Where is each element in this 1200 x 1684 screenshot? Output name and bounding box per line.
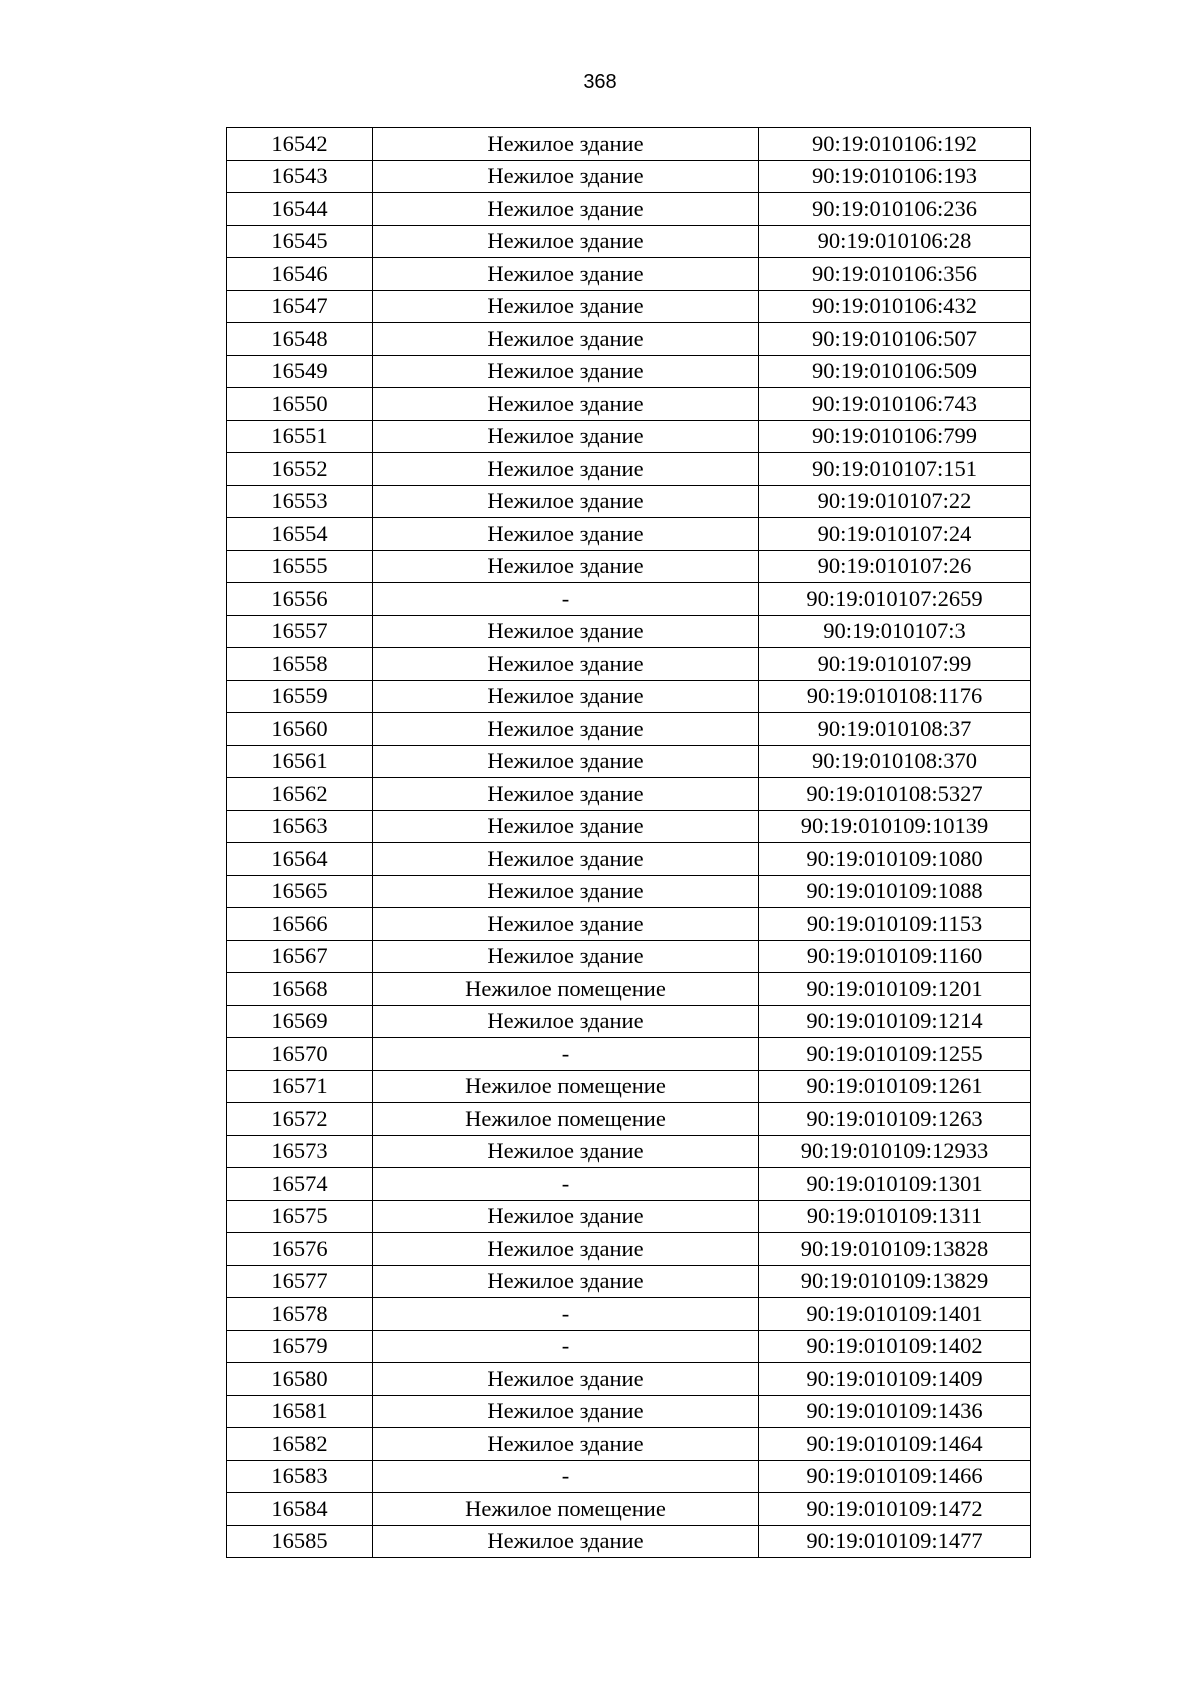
- row-number-cell: 16542: [227, 128, 373, 161]
- cadastral-number-cell: 90:19:010106:799: [759, 420, 1031, 453]
- object-type-cell: Нежилое здание: [373, 128, 759, 161]
- cadastral-number-cell: 90:19:010109:1466: [759, 1460, 1031, 1493]
- table-row: [227, 258, 1031, 291]
- object-type-cell: Нежилое здание: [373, 1363, 759, 1396]
- object-type-cell: Нежилое здание: [373, 1233, 759, 1266]
- row-number-cell: 16548: [227, 323, 373, 356]
- table-row: [227, 843, 1031, 876]
- object-type-cell: Нежилое здание: [373, 778, 759, 811]
- cadastral-number-cell: 90:19:010107:151: [759, 453, 1031, 486]
- object-type-cell: Нежилое здание: [373, 1525, 759, 1558]
- cadastral-number-cell: 90:19:010107:99: [759, 648, 1031, 681]
- cadastral-number-cell: 90:19:010109:1201: [759, 973, 1031, 1006]
- table-row: [227, 1330, 1031, 1363]
- table-row: [227, 1103, 1031, 1136]
- row-number-cell: 16585: [227, 1525, 373, 1558]
- table-row: [227, 485, 1031, 518]
- object-type-cell: Нежилое здание: [373, 810, 759, 843]
- row-number-cell: 16556: [227, 583, 373, 616]
- table-row: [227, 355, 1031, 388]
- table-row: [227, 778, 1031, 811]
- row-number-cell: 16573: [227, 1135, 373, 1168]
- table-row: [227, 1460, 1031, 1493]
- cadastral-number-cell: 90:19:010109:1401: [759, 1298, 1031, 1331]
- cadastral-number-cell: 90:19:010109:1255: [759, 1038, 1031, 1071]
- object-type-cell: Нежилое здание: [373, 550, 759, 583]
- cadastral-number-cell: 90:19:010106:356: [759, 258, 1031, 291]
- table-row: [227, 193, 1031, 226]
- cadastral-number-cell: 90:19:010109:1436: [759, 1395, 1031, 1428]
- table-row: [227, 875, 1031, 908]
- cadastral-number-cell: 90:19:010109:1153: [759, 908, 1031, 941]
- table-row: [227, 745, 1031, 778]
- row-number-cell: 16583: [227, 1460, 373, 1493]
- row-number-cell: 16575: [227, 1200, 373, 1233]
- cadastral-number-cell: 90:19:010107:2659: [759, 583, 1031, 616]
- row-number-cell: 16550: [227, 388, 373, 421]
- object-type-cell: Нежилое здание: [373, 453, 759, 486]
- table-row: [227, 680, 1031, 713]
- table-row: [227, 973, 1031, 1006]
- cadastral-number-cell: 90:19:010109:1160: [759, 940, 1031, 973]
- table-row: [227, 518, 1031, 551]
- table-row: [227, 323, 1031, 356]
- row-number-cell: 16545: [227, 225, 373, 258]
- table-row: [227, 420, 1031, 453]
- cadastral-number-cell: 90:19:010109:1088: [759, 875, 1031, 908]
- table-row: [227, 1428, 1031, 1461]
- object-type-cell: Нежилое здание: [373, 290, 759, 323]
- cadastral-number-cell: 90:19:010106:743: [759, 388, 1031, 421]
- row-number-cell: 16549: [227, 355, 373, 388]
- row-number-cell: 16560: [227, 713, 373, 746]
- table-row: [227, 388, 1031, 421]
- row-number-cell: 16577: [227, 1265, 373, 1298]
- cadastral-number-cell: 90:19:010109:1409: [759, 1363, 1031, 1396]
- cadastral-number-cell: 90:19:010108:370: [759, 745, 1031, 778]
- table-row: [227, 1168, 1031, 1201]
- object-type-cell: Нежилое здание: [373, 1395, 759, 1428]
- cadastral-number-cell: 90:19:010109:12933: [759, 1135, 1031, 1168]
- row-number-cell: 16544: [227, 193, 373, 226]
- object-type-cell: Нежилое здание: [373, 1265, 759, 1298]
- object-type-cell: -: [373, 1298, 759, 1331]
- row-number-cell: 16582: [227, 1428, 373, 1461]
- row-number-cell: 16558: [227, 648, 373, 681]
- object-type-cell: Нежилое здание: [373, 745, 759, 778]
- cadastral-number-cell: 90:19:010108:37: [759, 713, 1031, 746]
- object-type-cell: Нежилое здание: [373, 355, 759, 388]
- object-type-cell: Нежилое помещение: [373, 1070, 759, 1103]
- table-row: [227, 1135, 1031, 1168]
- row-number-cell: 16543: [227, 160, 373, 193]
- row-number-cell: 16547: [227, 290, 373, 323]
- row-number-cell: 16578: [227, 1298, 373, 1331]
- object-type-cell: Нежилое здание: [373, 680, 759, 713]
- object-type-cell: Нежилое здание: [373, 615, 759, 648]
- cadastral-number-cell: 90:19:010109:1214: [759, 1005, 1031, 1038]
- row-number-cell: 16561: [227, 745, 373, 778]
- object-type-cell: Нежилое здание: [373, 1135, 759, 1168]
- cadastral-number-cell: 90:19:010107:24: [759, 518, 1031, 551]
- object-type-cell: Нежилое помещение: [373, 973, 759, 1006]
- table-row: [227, 160, 1031, 193]
- table-row: [227, 1038, 1031, 1071]
- row-number-cell: 16566: [227, 908, 373, 941]
- object-type-cell: -: [373, 1168, 759, 1201]
- row-number-cell: 16572: [227, 1103, 373, 1136]
- cadastral-number-cell: 90:19:010106:193: [759, 160, 1031, 193]
- cadastral-number-cell: 90:19:010109:13828: [759, 1233, 1031, 1266]
- row-number-cell: 16571: [227, 1070, 373, 1103]
- object-type-cell: Нежилое здание: [373, 908, 759, 941]
- row-number-cell: 16563: [227, 810, 373, 843]
- object-type-cell: Нежилое помещение: [373, 1493, 759, 1526]
- cadastral-number-cell: 90:19:010106:507: [759, 323, 1031, 356]
- row-number-cell: 16565: [227, 875, 373, 908]
- row-number-cell: 16551: [227, 420, 373, 453]
- table-body: [227, 128, 1031, 1558]
- object-type-cell: Нежилое здание: [373, 323, 759, 356]
- object-type-cell: Нежилое здание: [373, 648, 759, 681]
- object-type-cell: -: [373, 1038, 759, 1071]
- object-type-cell: Нежилое здание: [373, 225, 759, 258]
- table-row: [227, 615, 1031, 648]
- cadastral-number-cell: 90:19:010109:10139: [759, 810, 1031, 843]
- table-row: [227, 550, 1031, 583]
- object-type-cell: Нежилое здание: [373, 1428, 759, 1461]
- cadastral-number-cell: 90:19:010106:432: [759, 290, 1031, 323]
- table-row: [227, 1298, 1031, 1331]
- object-type-cell: Нежилое здание: [373, 518, 759, 551]
- cadastral-number-cell: 90:19:010109:1080: [759, 843, 1031, 876]
- cadastral-number-cell: 90:19:010106:236: [759, 193, 1031, 226]
- table-row: [227, 1493, 1031, 1526]
- table-row: [227, 1070, 1031, 1103]
- object-type-cell: Нежилое здание: [373, 388, 759, 421]
- row-number-cell: 16569: [227, 1005, 373, 1038]
- table-row: [227, 1005, 1031, 1038]
- object-type-cell: -: [373, 1330, 759, 1363]
- cadastral-number-cell: 90:19:010106:28: [759, 225, 1031, 258]
- table-row: [227, 940, 1031, 973]
- table-row: [227, 1200, 1031, 1233]
- object-type-cell: -: [373, 583, 759, 616]
- row-number-cell: 16568: [227, 973, 373, 1006]
- cadastral-number-cell: 90:19:010108:1176: [759, 680, 1031, 713]
- cadastral-number-cell: 90:19:010109:1301: [759, 1168, 1031, 1201]
- cadastral-number-cell: 90:19:010106:192: [759, 128, 1031, 161]
- cadastral-number-cell: 90:19:010109:1472: [759, 1493, 1031, 1526]
- table-row: [227, 908, 1031, 941]
- object-type-cell: Нежилое здание: [373, 843, 759, 876]
- cadastral-number-cell: 90:19:010107:3: [759, 615, 1031, 648]
- object-type-cell: Нежилое здание: [373, 420, 759, 453]
- cadastral-number-cell: 90:19:010109:13829: [759, 1265, 1031, 1298]
- row-number-cell: 16584: [227, 1493, 373, 1526]
- table-row: [227, 225, 1031, 258]
- cadastral-number-cell: 90:19:010109:1477: [759, 1525, 1031, 1558]
- row-number-cell: 16580: [227, 1363, 373, 1396]
- cadastral-number-cell: 90:19:010106:509: [759, 355, 1031, 388]
- page-number: 368: [583, 71, 617, 93]
- table-row: [227, 583, 1031, 616]
- table-row: [227, 128, 1031, 161]
- object-type-cell: Нежилое здание: [373, 160, 759, 193]
- row-number-cell: 16555: [227, 550, 373, 583]
- row-number-cell: 16546: [227, 258, 373, 291]
- cadastral-number-cell: 90:19:010109:1402: [759, 1330, 1031, 1363]
- object-type-cell: Нежилое здание: [373, 1005, 759, 1038]
- table-row: [227, 1363, 1031, 1396]
- row-number-cell: 16554: [227, 518, 373, 551]
- object-type-cell: Нежилое здание: [373, 713, 759, 746]
- object-type-cell: Нежилое здание: [373, 1200, 759, 1233]
- row-number-cell: 16552: [227, 453, 373, 486]
- property-registry-table: [226, 127, 1031, 1558]
- row-number-cell: 16557: [227, 615, 373, 648]
- row-number-cell: 16553: [227, 485, 373, 518]
- table-row: [227, 810, 1031, 843]
- table-row: [227, 1395, 1031, 1428]
- table-row: [227, 1525, 1031, 1558]
- row-number-cell: 16564: [227, 843, 373, 876]
- table-row: [227, 290, 1031, 323]
- object-type-cell: Нежилое здание: [373, 193, 759, 226]
- cadastral-number-cell: 90:19:010109:1261: [759, 1070, 1031, 1103]
- object-type-cell: Нежилое помещение: [373, 1103, 759, 1136]
- cadastral-number-cell: 90:19:010108:5327: [759, 778, 1031, 811]
- object-type-cell: Нежилое здание: [373, 875, 759, 908]
- object-type-cell: Нежилое здание: [373, 485, 759, 518]
- table-row: [227, 1233, 1031, 1266]
- table-row: [227, 1265, 1031, 1298]
- row-number-cell: 16576: [227, 1233, 373, 1266]
- object-type-cell: Нежилое здание: [373, 258, 759, 291]
- row-number-cell: 16567: [227, 940, 373, 973]
- cadastral-number-cell: 90:19:010107:26: [759, 550, 1031, 583]
- row-number-cell: 16574: [227, 1168, 373, 1201]
- cadastral-number-cell: 90:19:010109:1263: [759, 1103, 1031, 1136]
- row-number-cell: 16570: [227, 1038, 373, 1071]
- table-row: [227, 648, 1031, 681]
- row-number-cell: 16579: [227, 1330, 373, 1363]
- table-row: [227, 453, 1031, 486]
- object-type-cell: -: [373, 1460, 759, 1493]
- row-number-cell: 16559: [227, 680, 373, 713]
- row-number-cell: 16562: [227, 778, 373, 811]
- object-type-cell: Нежилое здание: [373, 940, 759, 973]
- table-row: [227, 713, 1031, 746]
- cadastral-number-cell: 90:19:010107:22: [759, 485, 1031, 518]
- cadastral-number-cell: 90:19:010109:1311: [759, 1200, 1031, 1233]
- row-number-cell: 16581: [227, 1395, 373, 1428]
- cadastral-number-cell: 90:19:010109:1464: [759, 1428, 1031, 1461]
